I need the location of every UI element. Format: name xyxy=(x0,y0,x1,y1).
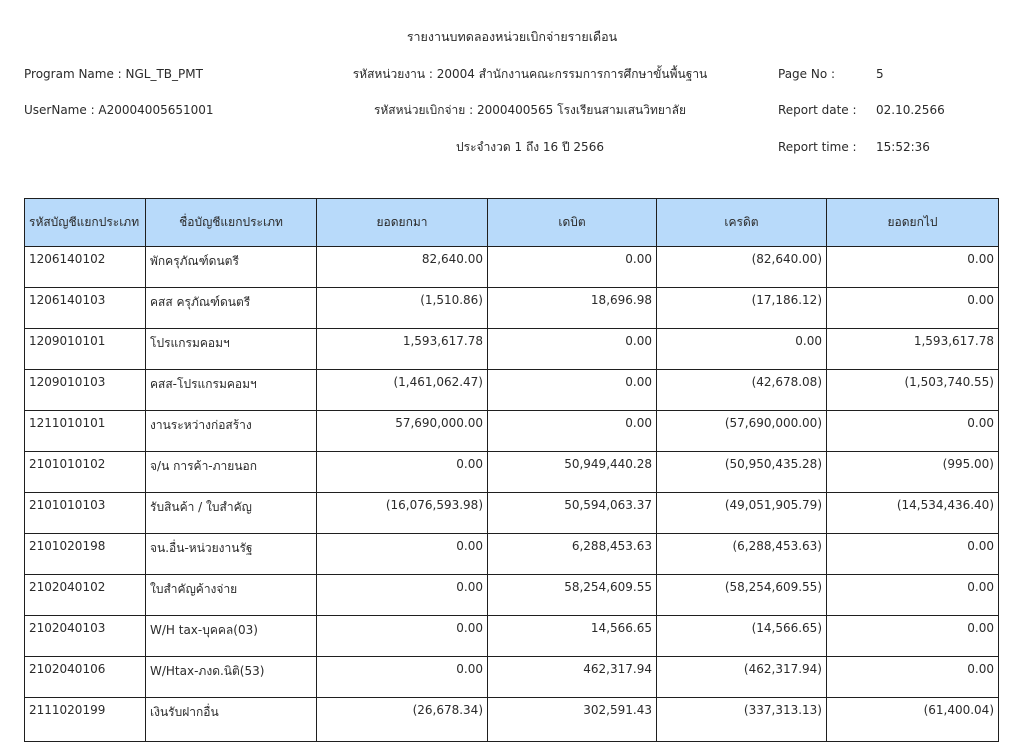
cell-opening-balance: 57,690,000.00 xyxy=(317,411,488,452)
cell-account-name: คสส ครุภัณฑ์ดนตรี xyxy=(146,288,317,329)
cell-account-code: 1209010101 xyxy=(25,329,146,370)
cell-account-name: W/H tax-บุคคล(03) xyxy=(146,616,317,657)
cell-credit: (14,566.65) xyxy=(657,616,827,657)
cell-account-code: 1206140102 xyxy=(25,247,146,288)
cell-closing-balance: 0.00 xyxy=(827,411,999,452)
table-row xyxy=(25,657,999,698)
table-row xyxy=(25,247,999,288)
cell-opening-balance: (1,510.86) xyxy=(317,288,488,329)
cell-closing-balance: (995.00) xyxy=(827,452,999,493)
cell-opening-balance: (26,678.34) xyxy=(317,698,488,742)
cell-debit: 50,594,063.37 xyxy=(488,493,657,534)
column-header-account-code: รหัสบัญชีแยกประเภท xyxy=(25,199,146,247)
cell-opening-balance: (16,076,593.98) xyxy=(317,493,488,534)
agency: รหัสหน่วยงาน : 20004 สำนักงานคณะกรรมการการศึกษาขั้นพื้นฐาน xyxy=(352,67,708,81)
table-row xyxy=(25,534,999,575)
table-row xyxy=(25,698,999,742)
cell-credit: (42,678.08) xyxy=(657,370,827,411)
cell-account-name: งานระหว่างก่อสร้าง xyxy=(146,411,317,452)
cell-closing-balance: 0.00 xyxy=(827,288,999,329)
cell-credit: (50,950,435.28) xyxy=(657,452,827,493)
cell-closing-balance: 0.00 xyxy=(827,657,999,698)
cell-debit: 0.00 xyxy=(488,411,657,452)
cell-account-code: 2101010102 xyxy=(25,452,146,493)
cell-account-name: จ/น การค้า-ภายนอก xyxy=(146,452,317,493)
cell-account-code: 2102040103 xyxy=(25,616,146,657)
cell-closing-balance: 0.00 xyxy=(827,575,999,616)
cell-account-code: 2101010103 xyxy=(25,493,146,534)
cell-account-code: 2102040106 xyxy=(25,657,146,698)
page-no-value: 5 xyxy=(876,67,884,81)
report-time-label: Report time : xyxy=(778,140,857,154)
cell-debit: 18,696.98 xyxy=(488,288,657,329)
page-no-label: Page No : xyxy=(778,67,836,81)
column-header-opening-balance: ยอดยกมา xyxy=(317,199,488,247)
program-name: Program Name : NGL_TB_PMT xyxy=(24,67,203,81)
cell-closing-balance: (14,534,436.40) xyxy=(827,493,999,534)
cell-account-name: คสส-โปรแกรมคอมฯ xyxy=(146,370,317,411)
table-row xyxy=(25,452,999,493)
report-date-label: Report date : xyxy=(778,103,857,117)
cell-closing-balance: (61,400.04) xyxy=(827,698,999,742)
cell-account-name: โปรแกรมคอมฯ xyxy=(146,329,317,370)
cell-opening-balance: 0.00 xyxy=(317,657,488,698)
cell-opening-balance: 0.00 xyxy=(317,534,488,575)
cell-credit: 0.00 xyxy=(657,329,827,370)
cell-debit: 0.00 xyxy=(488,247,657,288)
column-header-debit: เดบิต xyxy=(488,199,657,247)
report-date-value: 02.10.2566 xyxy=(876,103,945,117)
cell-account-name: พักครุภัณฑ์ดนตรี xyxy=(146,247,317,288)
cell-account-code: 2102040102 xyxy=(25,575,146,616)
cell-opening-balance: (1,461,062.47) xyxy=(317,370,488,411)
cell-credit: (57,690,000.00) xyxy=(657,411,827,452)
cell-debit: 462,317.94 xyxy=(488,657,657,698)
cell-account-code: 1206140103 xyxy=(25,288,146,329)
table-header-row xyxy=(25,199,999,247)
cell-closing-balance: 0.00 xyxy=(827,616,999,657)
table-row xyxy=(25,370,999,411)
trial-balance-table xyxy=(24,198,999,742)
cell-credit: (49,051,905.79) xyxy=(657,493,827,534)
cell-account-name: เงินรับฝากอื่น xyxy=(146,698,317,742)
cell-debit: 58,254,609.55 xyxy=(488,575,657,616)
column-header-account-name: ชื่อบัญชีแยกประเภท xyxy=(146,199,317,247)
disbursing-unit: รหัสหน่วยเบิกจ่าย : 2000400565 โรงเรียนสามเสนวิทยาลัย xyxy=(373,103,687,117)
cell-credit: (58,254,609.55) xyxy=(657,575,827,616)
report-time-value: 15:52:36 xyxy=(876,140,930,154)
cell-debit: 50,949,440.28 xyxy=(488,452,657,493)
cell-credit: (17,186.12) xyxy=(657,288,827,329)
cell-credit: (6,288,453.63) xyxy=(657,534,827,575)
cell-debit: 6,288,453.63 xyxy=(488,534,657,575)
cell-account-name: รับสินค้า / ใบสำคัญ xyxy=(146,493,317,534)
cell-credit: (82,640.00) xyxy=(657,247,827,288)
user-name: UserName : A20004005651001 xyxy=(24,103,214,117)
cell-opening-balance: 82,640.00 xyxy=(317,247,488,288)
cell-account-name: ใบสำคัญค้างจ่าย xyxy=(146,575,317,616)
cell-opening-balance: 0.00 xyxy=(317,452,488,493)
cell-account-code: 2111020199 xyxy=(25,698,146,742)
table-row xyxy=(25,411,999,452)
cell-closing-balance: 1,593,617.78 xyxy=(827,329,999,370)
cell-account-name: จน.อื่น-หน่วยงานรัฐ xyxy=(146,534,317,575)
table-row xyxy=(25,616,999,657)
cell-debit: 0.00 xyxy=(488,370,657,411)
cell-account-name: W/Htax-ภงด.นิติ(53) xyxy=(146,657,317,698)
cell-account-code: 1211010101 xyxy=(25,411,146,452)
column-header-closing-balance: ยอดยกไป xyxy=(827,199,999,247)
cell-debit: 0.00 xyxy=(488,329,657,370)
cell-closing-balance: 0.00 xyxy=(827,247,999,288)
cell-opening-balance: 1,593,617.78 xyxy=(317,329,488,370)
cell-opening-balance: 0.00 xyxy=(317,575,488,616)
table-row xyxy=(25,493,999,534)
table-row xyxy=(25,288,999,329)
cell-credit: (462,317.94) xyxy=(657,657,827,698)
cell-credit: (337,313.13) xyxy=(657,698,827,742)
table-row xyxy=(25,329,999,370)
cell-debit: 302,591.43 xyxy=(488,698,657,742)
cell-closing-balance: 0.00 xyxy=(827,534,999,575)
cell-opening-balance: 0.00 xyxy=(317,616,488,657)
period: ประจำงวด 1 ถึง 16 ปี 2566 xyxy=(456,140,604,154)
cell-account-code: 2101020198 xyxy=(25,534,146,575)
cell-debit: 14,566.65 xyxy=(488,616,657,657)
report-title: รายงานบทดลองหน่วยเบิกจ่ายรายเดือน xyxy=(406,29,618,44)
cell-account-code: 1209010103 xyxy=(25,370,146,411)
table-row xyxy=(25,575,999,616)
column-header-credit: เครดิต xyxy=(657,199,827,247)
cell-closing-balance: (1,503,740.55) xyxy=(827,370,999,411)
